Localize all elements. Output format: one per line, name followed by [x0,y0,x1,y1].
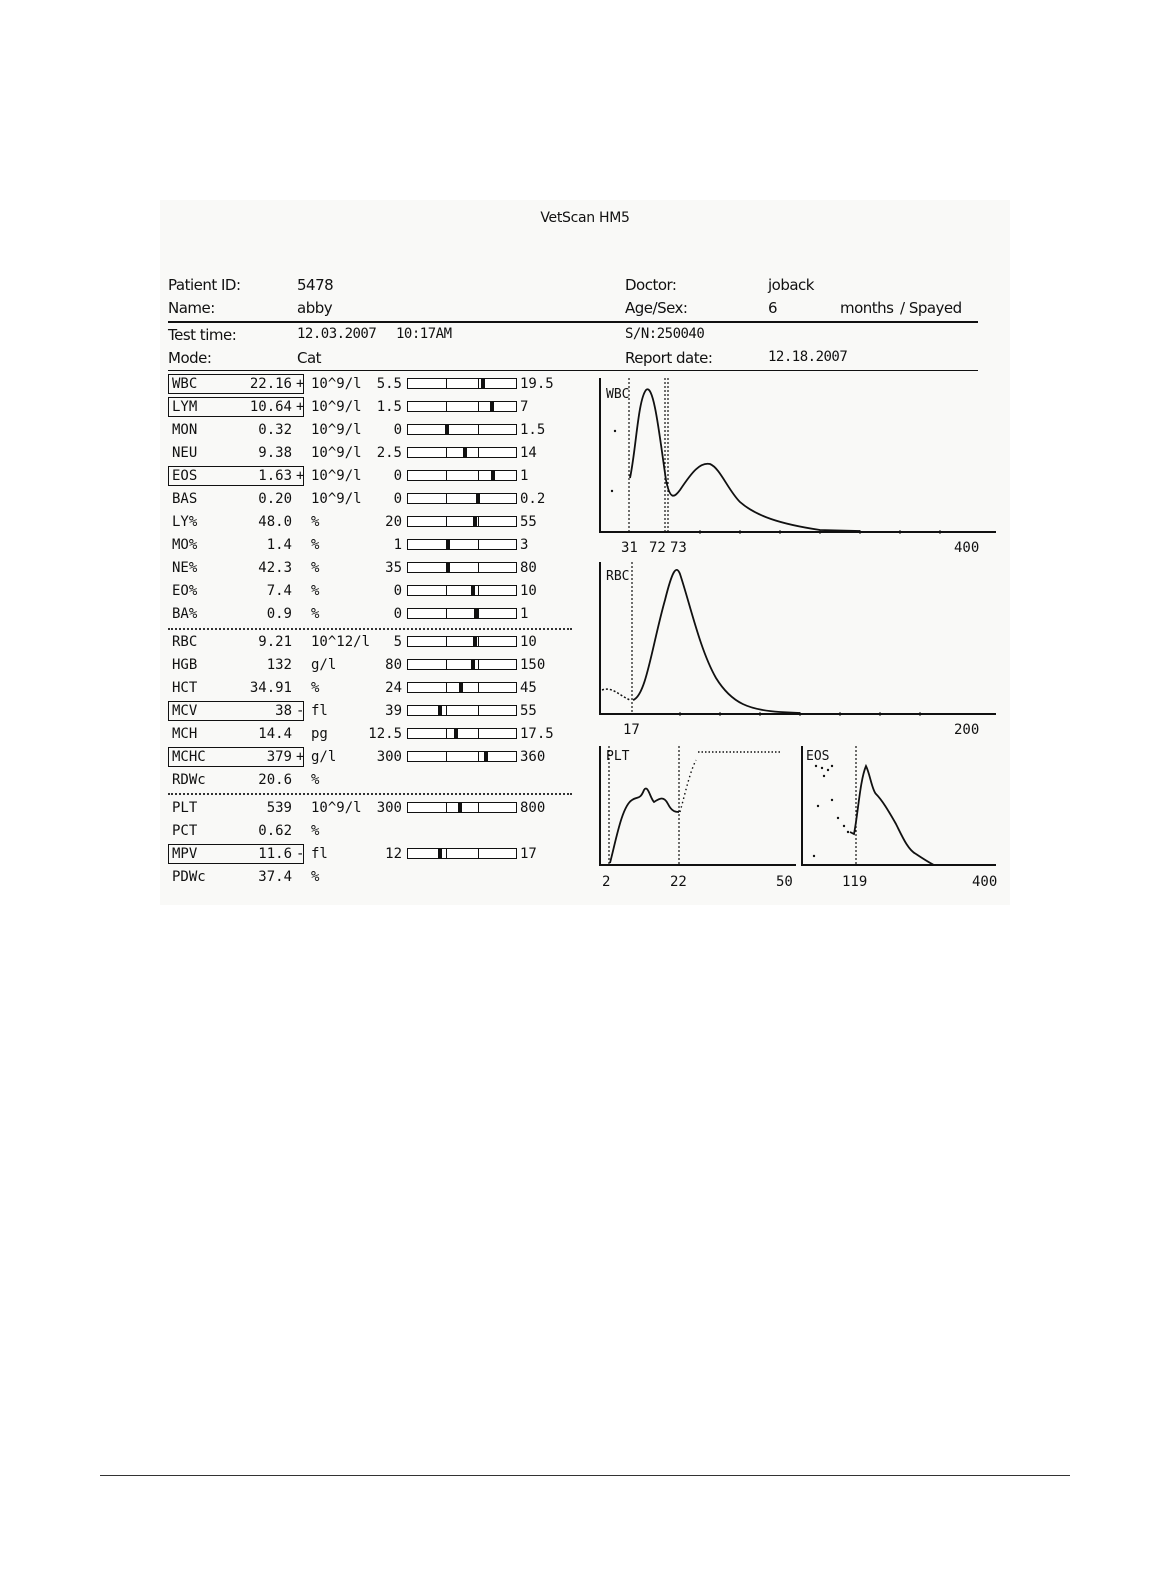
range-low: 2.5 [376,445,402,461]
range-high: 14 [520,445,537,461]
result-name: PCT [172,823,198,839]
result-name: MCV [172,703,198,719]
range-high: 10 [520,583,537,599]
age-unit: months [840,299,894,317]
report-printout [160,200,1010,905]
result-name: LYM [172,399,198,415]
result-unit: % [311,869,320,885]
result-name: MON [172,422,198,438]
result-name: NE% [172,560,198,576]
eos-dot [817,805,819,807]
result-value: 10.64 [249,399,292,415]
name-label: Name: [168,299,215,317]
range-low: 300 [376,749,402,765]
result-unit: % [311,537,320,553]
result-value: 539 [266,800,292,816]
rbc-dotted-lead [602,689,630,700]
eos-dot [831,799,833,801]
wbc-dot [614,430,616,432]
range-low: 0 [393,606,402,622]
result-unit: % [311,680,320,696]
range-high: 80 [520,560,537,576]
wbc-label: WBC [606,387,630,402]
result-value: 0.62 [258,823,292,839]
eos-dot [815,765,817,767]
result-name: EOS [172,468,198,484]
eos-axis-label-119: 119 [842,874,868,890]
rbc-axis-label-17: 17 [623,722,640,738]
result-flag: + [296,376,305,392]
serial-number: S/N:250040 [625,326,705,342]
test-time-label: Test time: [168,326,237,344]
eos-dot [847,831,849,833]
result-value: 14.4 [258,726,292,742]
test-date-value: 12.03.2007 [297,326,377,342]
result-unit: % [311,823,320,839]
eos-dot [831,765,833,767]
patient-id-value: 5478 [297,276,334,294]
result-unit: 10^9/l [311,491,362,507]
range-high: 55 [520,514,537,530]
range-low: 0 [393,422,402,438]
result-name: BA% [172,606,198,622]
report-date-label: Report date: [625,349,713,367]
result-name: BAS [172,491,198,507]
result-unit: % [311,583,320,599]
result-name: PLT [172,800,198,816]
result-value: 42.3 [258,560,292,576]
patient-id-label: Patient ID: [168,276,241,294]
result-value: 11.6 [258,846,292,862]
range-high: 3 [520,537,529,553]
result-value: 1.4 [266,537,292,553]
result-name: MO% [172,537,198,553]
plt-axis-label-2: 2 [602,874,611,890]
range-low: 1.5 [376,399,402,415]
range-low: 80 [385,657,402,673]
result-value: 34.91 [249,680,292,696]
plt-axis-label-22: 22 [670,874,687,890]
wbc-axis-label-31: 31 [621,540,638,556]
eos-axis [802,746,996,865]
result-unit: 10^12/l [311,634,371,650]
result-value: 1.63 [258,468,292,484]
result-unit: g/l [311,749,337,765]
range-high: 1 [520,468,529,484]
result-name: MCH [172,726,198,742]
result-value: 0.20 [258,491,292,507]
result-unit: 10^9/l [311,422,362,438]
range-high: 45 [520,680,537,696]
range-high: 360 [520,749,546,765]
range-low: 12.5 [368,726,402,742]
eos-axis-label-400: 400 [972,874,998,890]
result-value: 9.21 [258,634,292,650]
eos-curve [850,766,934,865]
test-time-value: 10:17AM [396,326,452,342]
range-high: 7 [520,399,529,415]
result-name: NEU [172,445,198,461]
result-unit: 10^9/l [311,468,362,484]
range-high: 800 [520,800,546,816]
result-value: 7.4 [266,583,292,599]
result-value: 0.9 [266,606,292,622]
eos-dot [843,825,845,827]
range-high: 55 [520,703,537,719]
result-name: EO% [172,583,198,599]
result-name: HCT [172,680,198,696]
result-value: 132 [266,657,292,673]
result-name: RDWc [172,772,206,788]
range-low: 300 [376,800,402,816]
result-flag: - [296,846,305,862]
range-low: 5.5 [376,376,402,392]
range-low: 12 [385,846,402,862]
range-high: 17.5 [520,726,554,742]
range-low: 0 [393,491,402,507]
result-unit: 10^9/l [311,376,362,392]
range-high: 17 [520,846,537,862]
result-name: HGB [172,657,198,673]
range-low: 35 [385,560,402,576]
plt-dotted-rise [680,760,696,812]
plt-label: PLT [606,749,630,764]
result-unit: 10^9/l [311,399,362,415]
wbc-axis-label-400: 400 [954,540,980,556]
rbc-axis-label-200: 200 [954,722,980,738]
doctor-value: joback [768,276,814,294]
range-low: 1 [393,537,402,553]
result-name: PDWc [172,869,206,885]
wbc-axis [600,378,996,532]
result-value: 38 [275,703,292,719]
result-unit: 10^9/l [311,445,362,461]
result-flag: + [296,399,305,415]
eos-dot [813,855,815,857]
result-name: RBC [172,634,198,650]
result-unit: 10^9/l [311,800,362,816]
wbc-axis-label-73: 73 [670,540,687,556]
result-flag: + [296,468,305,484]
result-unit: g/l [311,657,337,673]
age-sex-label: Age/Sex: [625,299,688,317]
eos-dot [821,767,823,769]
result-unit: % [311,514,320,530]
wbc-dot [611,490,613,492]
doctor-label: Doctor: [625,276,677,294]
result-name: MCHC [172,749,206,765]
page-footer-rule [100,1475,1070,1476]
result-name: WBC [172,376,198,392]
name-value: abby [297,299,333,317]
plt-axis-label-50: 50 [776,874,793,890]
result-unit: % [311,606,320,622]
eos-dot [823,775,825,777]
eos-dot [827,769,829,771]
eos-dot [837,817,839,819]
result-value: 22.16 [249,376,292,392]
age-value: 6 [768,299,778,317]
result-value: 48.0 [258,514,292,530]
range-low: 0 [393,583,402,599]
result-value: 379 [266,749,292,765]
result-value: 0.32 [258,422,292,438]
range-low: 39 [385,703,402,719]
result-value: 20.6 [258,772,292,788]
report-date-value: 12.18.2007 [768,349,848,365]
range-high: 1 [520,606,529,622]
eos-label: EOS [806,749,830,764]
range-low: 0 [393,468,402,484]
range-low: 20 [385,514,402,530]
result-name: LY% [172,514,198,530]
result-flag: - [296,703,305,719]
sex-value: / Spayed [900,299,962,317]
range-high: 1.5 [520,422,546,438]
result-name: MPV [172,846,198,862]
result-value: 9.38 [258,445,292,461]
rbc-axis [600,562,996,714]
result-flag: + [296,749,305,765]
result-unit: % [311,560,320,576]
result-unit: pg [311,726,328,742]
report-title: VetScan HM5 [540,210,630,226]
range-high: 10 [520,634,537,650]
range-high: 19.5 [520,376,554,392]
mode-label: Mode: [168,349,212,367]
histogram-panel [160,200,1010,905]
rbc-label: RBC [606,569,630,584]
mode-value: Cat [297,349,322,367]
range-high: 0.2 [520,491,546,507]
result-unit: fl [311,846,328,862]
range-low: 24 [385,680,402,696]
range-high: 150 [520,657,546,673]
result-unit: fl [311,703,328,719]
result-unit: % [311,772,320,788]
wbc-axis-label-72: 72 [649,540,666,556]
range-low: 5 [393,634,402,650]
plt-curve [610,789,679,863]
rbc-curve [633,570,800,713]
result-value: 37.4 [258,869,292,885]
